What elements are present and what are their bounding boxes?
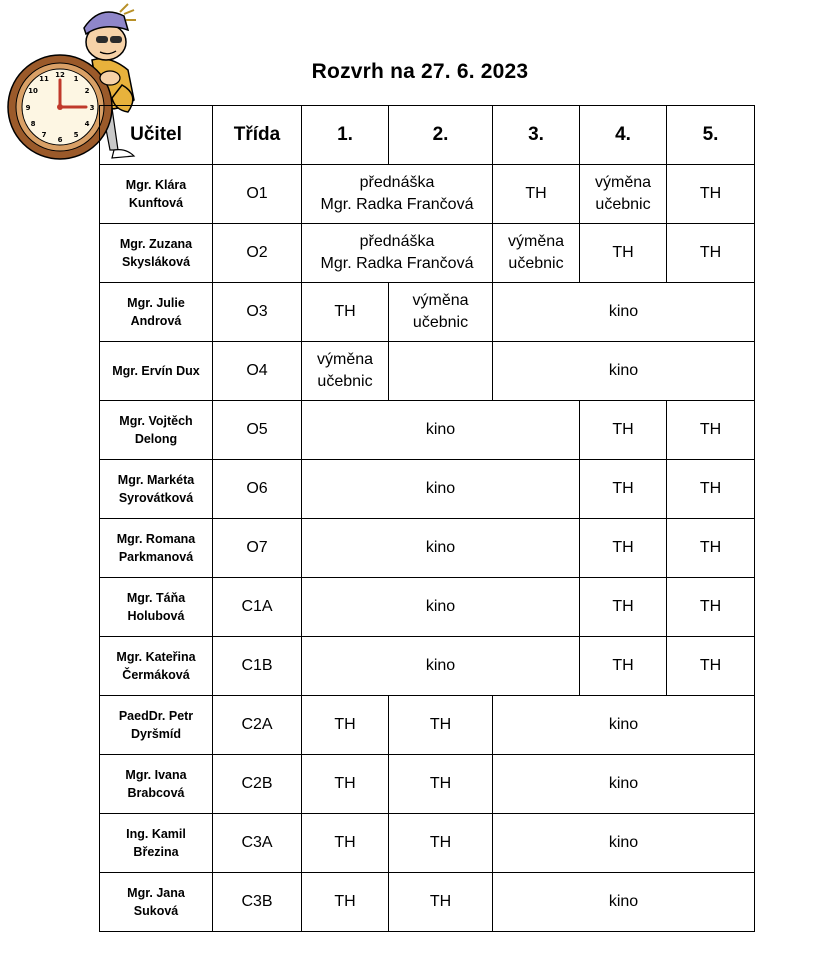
table-row — [100, 637, 755, 696]
svg-text:11: 11 — [39, 75, 49, 83]
schedule-cell: kino — [493, 283, 755, 342]
table-row — [100, 283, 755, 342]
svg-text:1: 1 — [73, 75, 79, 83]
teacher-cell: Mgr. Jana Suková — [100, 873, 213, 932]
class-cell: C1B — [213, 637, 302, 696]
header-period-5: 5. — [667, 106, 755, 165]
header-period-1: 1. — [302, 106, 389, 165]
schedule-cell: kino — [302, 401, 580, 460]
teacher-cell: Mgr. Markéta Syrovátková — [100, 460, 213, 519]
teacher-cell: Ing. Kamil Březina — [100, 814, 213, 873]
schedule-cell: kino — [302, 460, 580, 519]
table-row — [100, 165, 755, 224]
teacher-cell: Mgr. Táňa Holubová — [100, 578, 213, 637]
svg-text:8: 8 — [30, 120, 36, 128]
svg-text:6: 6 — [57, 136, 63, 144]
class-cell: O3 — [213, 283, 302, 342]
table-row — [100, 460, 755, 519]
schedule-cell: kino — [302, 637, 580, 696]
table-row — [100, 578, 755, 637]
schedule-cell: TH — [667, 165, 755, 224]
schedule-cell: TH — [667, 637, 755, 696]
class-cell: C3A — [213, 814, 302, 873]
svg-text:9: 9 — [25, 104, 31, 112]
table-row — [100, 342, 755, 401]
schedule-cell: TH — [302, 283, 389, 342]
schedule-cell: kino — [493, 814, 755, 873]
schedule-cell: TH — [667, 224, 755, 283]
schedule-cell: kino — [302, 578, 580, 637]
schedule-cell: TH — [580, 401, 667, 460]
schedule-cell: TH — [302, 696, 389, 755]
table-row — [100, 755, 755, 814]
schedule-cell: TH — [493, 165, 580, 224]
svg-text:7: 7 — [41, 131, 47, 139]
header-period-3: 3. — [493, 106, 580, 165]
schedule-cell: kino — [493, 755, 755, 814]
schedule-cell: TH — [389, 814, 493, 873]
schedule-cell: TH — [667, 519, 755, 578]
schedule-cell — [389, 342, 493, 401]
schedule-cell: TH — [580, 637, 667, 696]
schedule-cell: TH — [580, 224, 667, 283]
schedule-cell: TH — [580, 519, 667, 578]
svg-text:5: 5 — [73, 131, 79, 139]
table-header-row — [100, 106, 755, 165]
class-cell: C3B — [213, 873, 302, 932]
svg-text:12: 12 — [55, 71, 65, 79]
schedule-cell: kino — [302, 519, 580, 578]
schedule-cell: TH — [667, 401, 755, 460]
class-cell: C2B — [213, 755, 302, 814]
svg-text:10: 10 — [28, 87, 38, 95]
class-cell: O6 — [213, 460, 302, 519]
schedule-cell: TH — [667, 578, 755, 637]
schedule-cell: TH — [580, 578, 667, 637]
table-row — [100, 224, 755, 283]
schedule-cell: TH — [389, 696, 493, 755]
class-cell: O4 — [213, 342, 302, 401]
table-row — [100, 696, 755, 755]
schedule-cell: TH — [302, 755, 389, 814]
schedule-cell: výměna učebnic — [580, 165, 667, 224]
schedule-cell: TH — [302, 814, 389, 873]
table-row — [100, 873, 755, 932]
class-cell: O2 — [213, 224, 302, 283]
header-period-2: 2. — [389, 106, 493, 165]
svg-text:3: 3 — [89, 104, 95, 112]
class-cell: O1 — [213, 165, 302, 224]
schedule-cell: TH — [580, 460, 667, 519]
table-row — [100, 814, 755, 873]
class-cell: O7 — [213, 519, 302, 578]
svg-text:2: 2 — [84, 87, 90, 95]
schedule-cell: přednáška Mgr. Radka Frančová — [302, 165, 493, 224]
teacher-cell: Mgr. Romana Parkmanová — [100, 519, 213, 578]
schedule-cell: výměna učebnic — [302, 342, 389, 401]
teacher-cell: PaedDr. Petr Dyršmíd — [100, 696, 213, 755]
header-class: Třída — [213, 106, 302, 165]
schedule-cell: TH — [389, 873, 493, 932]
page-title: Rozvrh na 27. 6. 2023 — [311, 60, 529, 83]
teacher-cell: Mgr. Ervín Dux — [100, 342, 213, 401]
schedule-cell: kino — [493, 873, 755, 932]
svg-text:4: 4 — [84, 120, 90, 128]
table-row — [100, 519, 755, 578]
schedule-cell: výměna učebnic — [389, 283, 493, 342]
header-period-4: 4. — [580, 106, 667, 165]
class-cell: C2A — [213, 696, 302, 755]
schedule-cell: TH — [389, 755, 493, 814]
schedule-cell: TH — [302, 873, 389, 932]
teacher-cell: Mgr. Kateřina Čermáková — [100, 637, 213, 696]
teacher-cell: Mgr. Klára Kunftová — [100, 165, 213, 224]
teacher-cell: Mgr. Vojtěch Delong — [100, 401, 213, 460]
schedule-table — [99, 105, 755, 932]
class-cell: C1A — [213, 578, 302, 637]
class-cell: O5 — [213, 401, 302, 460]
schedule-cell: kino — [493, 696, 755, 755]
schedule-cell: TH — [667, 460, 755, 519]
table-row — [100, 401, 755, 460]
schedule-cell: kino — [493, 342, 755, 401]
teacher-cell: Mgr. Zuzana Skysláková — [100, 224, 213, 283]
teacher-cell: Mgr. Ivana Brabcová — [100, 755, 213, 814]
schedule-cell: přednáška Mgr. Radka Frančová — [302, 224, 493, 283]
header-teacher: Učitel — [100, 106, 213, 165]
schedule-cell: výměna učebnic — [493, 224, 580, 283]
teacher-cell: Mgr. Julie Andrová — [100, 283, 213, 342]
